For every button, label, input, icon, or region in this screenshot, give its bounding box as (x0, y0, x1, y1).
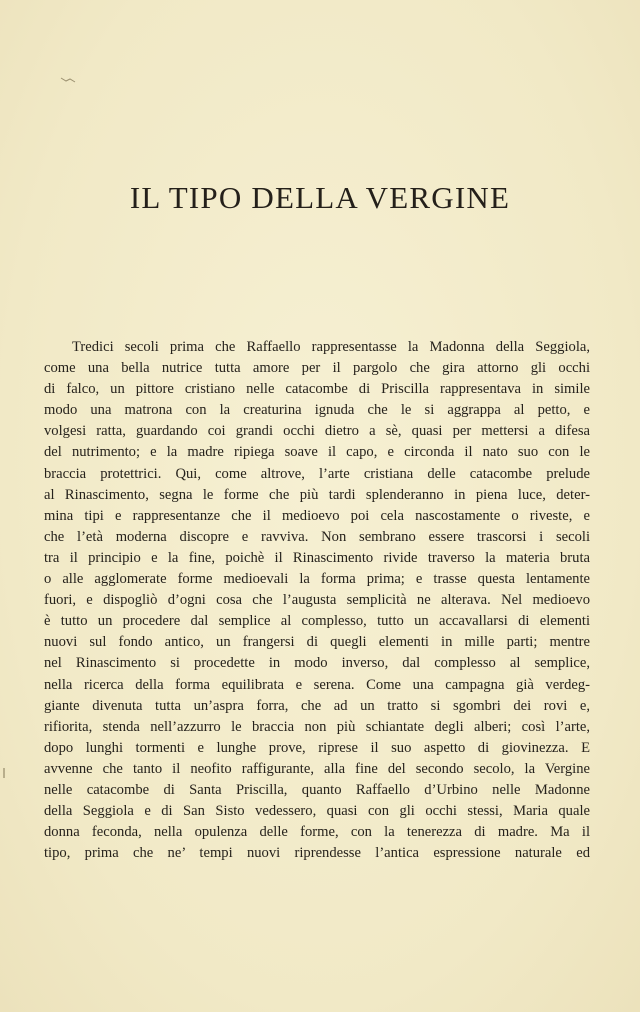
text-line: come una bella nutrice tutta amore per il pargolo che gira attorno gli occhi (44, 360, 590, 377)
text-line: donna feconda, nella opulenza delle forme, con la tenerezza di madre. Ma il (44, 824, 590, 841)
text-line: al Rinascimento, segna le forme che più tardi splenderanno in piena luce, deter- (44, 486, 590, 503)
text-line: tra il principio e la fine, poichè il Rinascimento rivide traverso la materia bruta (44, 549, 590, 566)
text-line: nel Rinascimento si procedette in modo inverso, dal complesso al semplice, (44, 655, 590, 672)
text-line: nelle catacombe di Santa Priscilla, quanto Raffaello d’Urbino nelle Madonne (44, 781, 590, 798)
text-line: nuovi sul fondo antico, un frangersi di quegli elementi in mille parti; mentre (44, 634, 590, 651)
text-line: avvenne che tanto il neofito raffigurante, alla fine del secondo secolo, la Vergine (44, 760, 590, 777)
chapter-title: IL TIPO DELLA VERGINE (129, 180, 511, 215)
text-line: dopo lunghi tormenti e lunghe prove, riprese il suo aspetto di giovinezza. E (44, 739, 590, 756)
text-line: è tutto un procedere dal semplice al complesso, tutto un accavallarsi di elementi (44, 613, 590, 630)
text-line: di falco, un pittore cristiano nelle catacombe di Priscilla rappresentava in simile (44, 381, 590, 398)
text-line: tipo, prima che ne’ tempi nuovi riprendesse l’antica espressione naturale ed (44, 845, 590, 862)
text-line: fuori, e dispogliò d’ogni cosa che l’augusta semplicità ne alterava. Nel medioevo (44, 592, 590, 609)
text-line: nella ricerca della forma equilibrata e serena. Come una campagna già verdeg- (44, 676, 590, 693)
body-paragraph (44, 337, 590, 864)
text-line: del nutrimento; e la madre ripiega soave il capo, e circonda il nato suo con le (44, 444, 590, 461)
text-line: volgesi ratta, guardando coi grandi occhi dietro a sè, quasi per mettersi a difesa (44, 423, 590, 440)
text-line: braccia protettrici. Qui, come altrove, l’arte cristiana delle catacombe prelude (44, 465, 590, 482)
text-line: modo una matrona con la creaturina ignuda che le si aggrappa al petto, e (44, 402, 590, 419)
text-line: rifiorita, stenda nell’azzurro le braccia non più schiantate degli alberi; così l’arte, (44, 718, 590, 735)
text-line: che l’età moderna discopre e ravviva. Non sembrano essere trascorsi i secoli (44, 528, 590, 545)
margin-mark (3, 768, 5, 778)
text-line: della Seggiola e di San Sisto vedessero, quasi con gli occhi stessi, Maria quale (44, 803, 590, 820)
ink-mark (60, 76, 76, 84)
text-line: giante divenuta tutta un’aspra forra, che ad un tratto si sgombri dei rovi e, (44, 697, 590, 714)
text-line: Tredici secoli prima che Raffaello rappresentasse la Madonna della Seggiola, (72, 339, 590, 355)
text-line: o alle agglomerate forme medioevali la forma prima; e trasse questa lentamente (44, 571, 590, 588)
text-line: mina tipi e rappresentanze che il medioevo poi cela nascostamente o riveste, e (44, 507, 590, 524)
